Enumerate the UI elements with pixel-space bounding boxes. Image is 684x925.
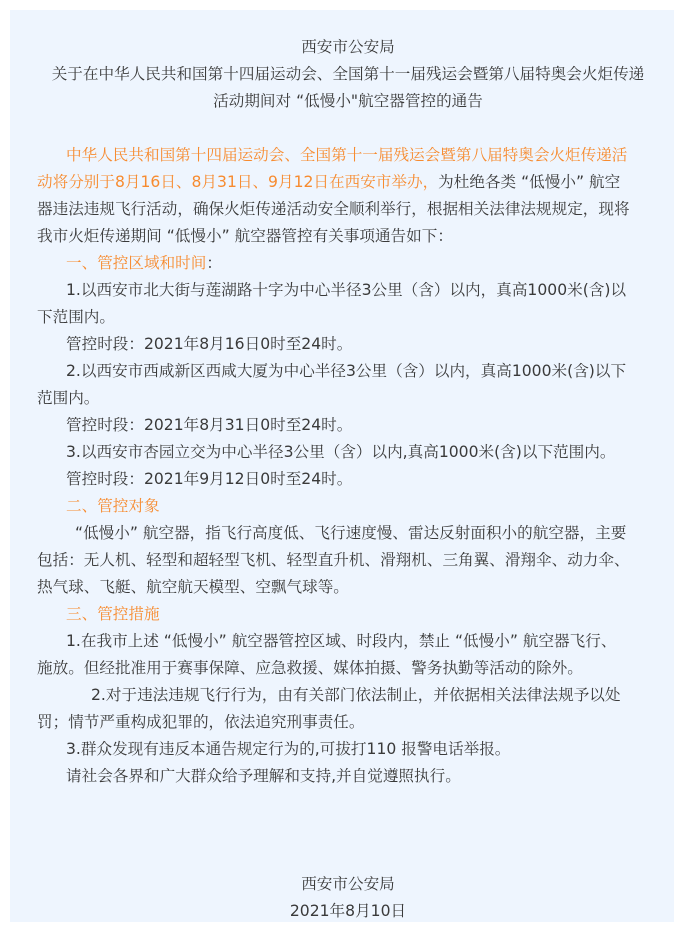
intro-line: 器违法违规飞行活动，确保火炬传递活动安全顺利举行，根据相关法律法规规定，现将 [37, 200, 630, 218]
object-text: 热气球、飞艇、航空航天模型、空飘气球等。 [37, 578, 349, 596]
notice-title-line: 活动期间对 “低慢小"航空器管控的通告 [213, 92, 483, 110]
intro-text: 为杜绝各类 “低慢小” 航空 [438, 173, 621, 191]
measure-item: 2.对于违法违规飞行行为，由有关部门依法制止，并依据相关法律法规予以处 [91, 686, 621, 704]
intro-line: 中华人民共和国第十四届运动会、全国第十一届残运会暨第八届特奥会火炬传递活 [66, 146, 628, 164]
section-heading: 二、管控对象 [66, 497, 160, 515]
area-item: 2.以西安市西咸新区西咸大厦为中心半径3公里（含）以内，真高1000米(含)以下 [66, 362, 627, 380]
issuer-header: 西安市公安局 [301, 38, 395, 56]
area-item: 1.以西安市北大街与莲湖路十字为中心半径3公里（含）以内，真高1000米(含)以 [66, 281, 627, 299]
time-period: 管控时段：2021年8月16日0时至24时。 [66, 335, 353, 353]
intro-line [37, 169, 659, 196]
section-heading-text: 一、管控区域和时间 [66, 254, 207, 272]
measure-item: 施放。但经批准用于赛事保障、应急救援、媒体拍摄、警务执勤等活动的除外。 [37, 659, 583, 677]
area-item: 3.以西安市杏园立交为中心半径3公里（含）以内,真高1000米(含)以下范围内。 [66, 443, 616, 461]
measure-item: 3.群众发现有违反本通告规定行为的,可拔打110 报警电话举报。 [66, 740, 511, 758]
measure-item: 罚；情节严重构成犯罪的，依法追究刑事责任。 [37, 713, 365, 731]
measure-item: 1.在我市上述 “低慢小” 航空器管控区域、时段内，禁止 “低慢小” 航空器飞行、 [66, 632, 617, 650]
object-text: 包括：无人机、轻型和超轻型飞机、轻型直升机、滑翔机、三角翼、滑翔伞、动力伞、 [37, 551, 630, 569]
area-item: 下范围内。 [37, 308, 115, 326]
intro-line: 我市火炬传递期间 “低慢小” 航空器管控有关事项通告如下： [37, 227, 453, 245]
area-item: 范围内。 [37, 389, 100, 407]
section-heading: 三、管控措施 [66, 605, 160, 623]
notice-panel [10, 10, 674, 922]
object-text: “低慢小” 航空器，指飞行高度低、飞行速度慢、雷达反射面积小的航空器，主要 [75, 524, 627, 542]
signature-date: 2021年8月10日 [289, 902, 407, 920]
time-period: 管控时段：2021年9月12日0时至24时。 [66, 470, 353, 488]
signature-org: 西安市公安局 [301, 875, 395, 893]
colon: ： [206, 254, 222, 272]
intro-highlight: 动将分别于8月16日、8月31日、9月12日在西安市举办， [37, 173, 439, 191]
notice-title-line: 关于在中华人民共和国第十四届运动会、全国第十一届残运会暨第八届特奥会火炬传递 [51, 65, 645, 83]
section-heading [37, 250, 659, 277]
closing-text: 请社会各界和广大群众给予理解和支持,并自觉遵照执行。 [66, 767, 461, 785]
notice-document [37, 34, 659, 925]
time-period: 管控时段：2021年8月31日0时至24时。 [66, 416, 353, 434]
